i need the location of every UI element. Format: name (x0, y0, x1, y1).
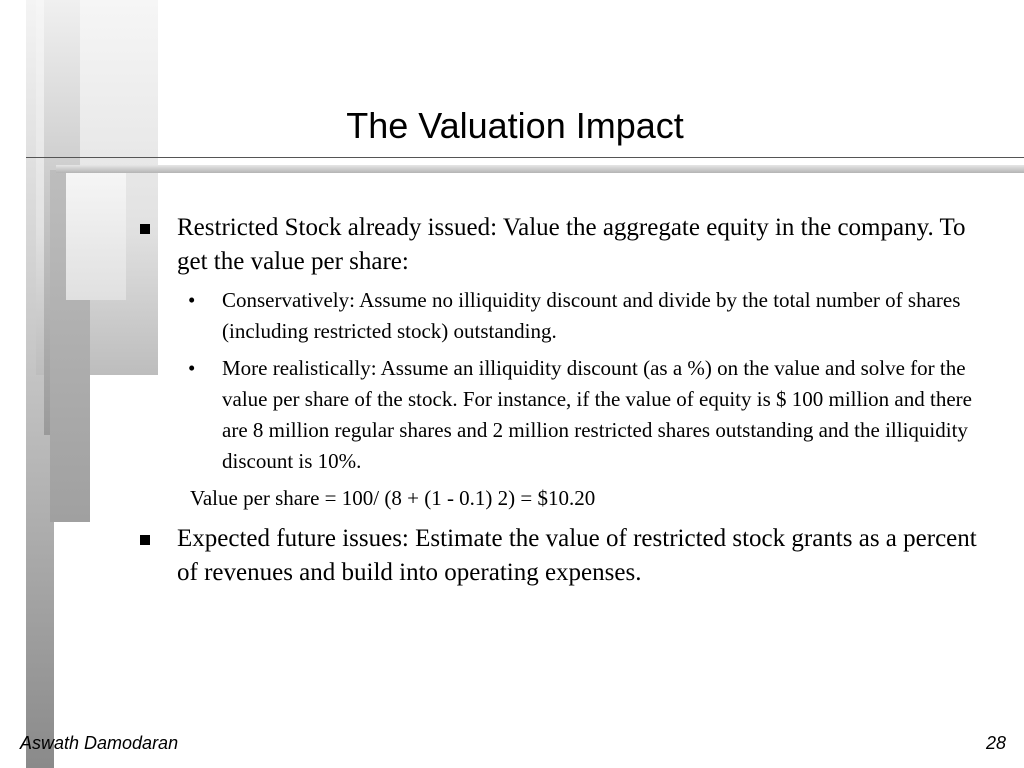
bullet-restricted-stock-issued (138, 211, 998, 279)
slide-body (138, 211, 998, 596)
title-divider (26, 157, 1024, 158)
bullet-text: Restricted Stock already issued: Value the aggregate equity in the company. To get the value per share: (177, 214, 966, 275)
title-underline-bar (56, 165, 1024, 173)
square-bullet-icon (140, 224, 150, 234)
sub-bullet-text: Conservatively: Assume no illiquidity discount and divide by the total number of shares (including restricted stock) outstanding. (222, 288, 961, 343)
sub-bullet-text: More realistically: Assume an illiquidity discount (as a %) on the value and solve for the value per share of the stock. For instance, if the value of equity is $ 100 million and there are 8 million regular shares and 2 million restricted shares outstanding and the illiquidity discount is 10%. (222, 356, 972, 473)
round-bullet-icon: • (188, 288, 196, 312)
decorative-bar (66, 170, 126, 300)
slide-title: The Valuation Impact (346, 105, 684, 146)
square-bullet-icon (140, 535, 150, 545)
bullet-expected-future-issues (138, 522, 998, 590)
sub-bullet-more-realistically (138, 353, 998, 477)
value-per-share-formula: Value per share = 100/ (8 + (1 - 0.1) 2) = $10.20 (190, 486, 596, 510)
page-number: 28 (985, 733, 1006, 753)
footer-author: Aswath Damodaran (20, 733, 179, 753)
sub-bullet-conservatively (138, 285, 998, 347)
bullet-text: Expected future issues: Estimate the value of restricted stock grants as a percent of revenues and build into operating expenses. (177, 525, 977, 586)
round-bullet-icon: • (188, 356, 196, 380)
